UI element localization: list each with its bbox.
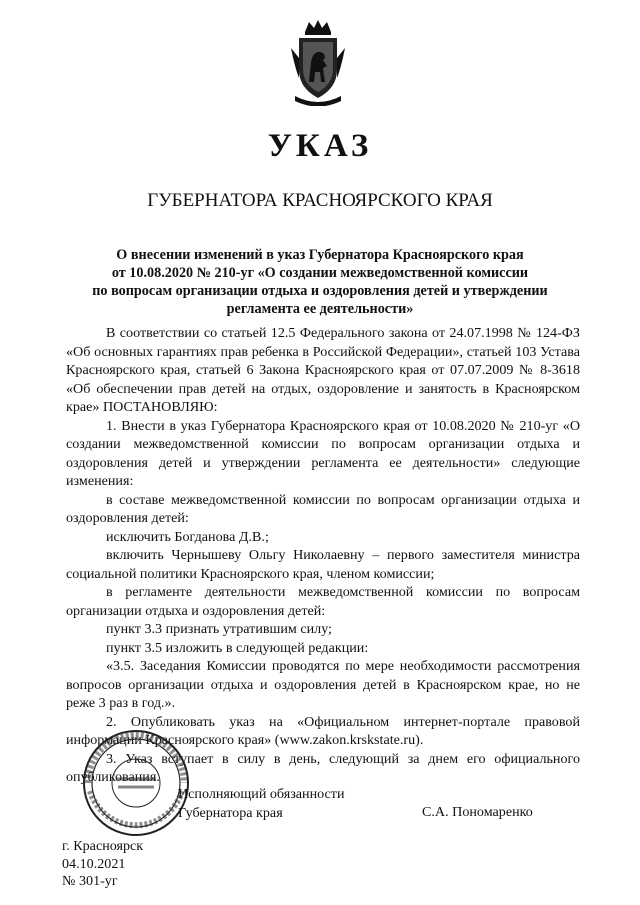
document-subtitle: ГУБЕРНАТОРА КРАСНОЯРСКОГО КРАЯ: [147, 190, 493, 211]
footer-place: г. Красноярск: [62, 838, 144, 854]
document-body: [66, 324, 580, 787]
paragraph-regulation: в регламенте деятельности межведомственной комиссии по вопросам организации отдыха и оздоровления детей:: [66, 584, 580, 619]
heading-line: О внесении изменений в указ Губернатора Красноярского края: [116, 247, 524, 263]
heading-line: от 10.08.2020 № 210-уг «О создании межведомственной комиссии: [111, 265, 529, 281]
paragraph-preamble: В соответствии со статьей 12.5 Федерального закона от 24.07.1998 № 124-ФЗ «Об основных гарантиях прав ребенка в Российской Федерации», статьей 103 Устава Красноярского края, статьей 6 Закона Красноярского края от 07.07.2009 № 8-3618 «Об обеспечении прав детей на отдых, оздоровление и занятость в Красноярском крае» ПОСТАНОВЛЯЮ:: [66, 325, 580, 415]
paragraph-commission-composition: в составе межведомственной комиссии по вопросам организации отдыха и оздоровления детей:: [66, 491, 580, 526]
document-heading: [80, 246, 560, 318]
heading-line: регламента ее деятельности»: [226, 301, 414, 317]
paragraph-item-1: 1. Внести в указ Губернатора Красноярского края от 10.08.2020 № 210-уг «О создании межведомственной комиссии по вопросам организации отдыха и оздоровления детей и утверждении регламента ее деятельности» следующие изменения:: [66, 417, 580, 489]
signature-position-line1: Исполняющий обязанности: [178, 786, 345, 802]
signature-name: С.А. Пономаренко: [422, 804, 533, 820]
heading-line: по вопросам организации отдыха и оздоровления детей и утверждении: [92, 283, 548, 299]
signature-block: [178, 785, 578, 822]
paragraph-include: включить Чернышеву Ольгу Николаевну – первого заместителя министра социальной политики Красноярского края, членом комиссии;: [66, 547, 580, 582]
paragraph-item-2: 2. Опубликовать указ на «Официальном интернет-портале правовой информации Красноярского края» (www.zakon.krskstate.ru).: [66, 713, 580, 748]
footer-date: 04.10.2021: [62, 855, 126, 872]
document-footer: [62, 838, 143, 891]
coat-of-arms-icon: [287, 18, 349, 106]
paragraph-exclude: исключить Богданова Д.В.;: [106, 528, 269, 545]
footer-number: № 301-уг: [62, 873, 118, 889]
paragraph-new-3-5: «3.5. Заседания Комиссии проводятся по мере необходимости рассмотрения вопросов организации отдыха и оздоровления детей в Красноярском крае, но не реже 3 раз в год.».: [66, 658, 580, 711]
paragraph-point-3-3: пункт 3.3 признать утратившим силу;: [106, 621, 332, 637]
document-title: УКАЗ: [267, 128, 373, 164]
paragraph-item-3: 3. Указ вступает в силу в день, следующий за днем его официального опубликования.: [66, 750, 580, 785]
paragraph-point-3-5: пункт 3.5 изложить в следующей редакции:: [106, 639, 369, 656]
official-stamp-icon: [80, 727, 192, 839]
signature-position-line2: Губернатора края: [178, 804, 283, 821]
